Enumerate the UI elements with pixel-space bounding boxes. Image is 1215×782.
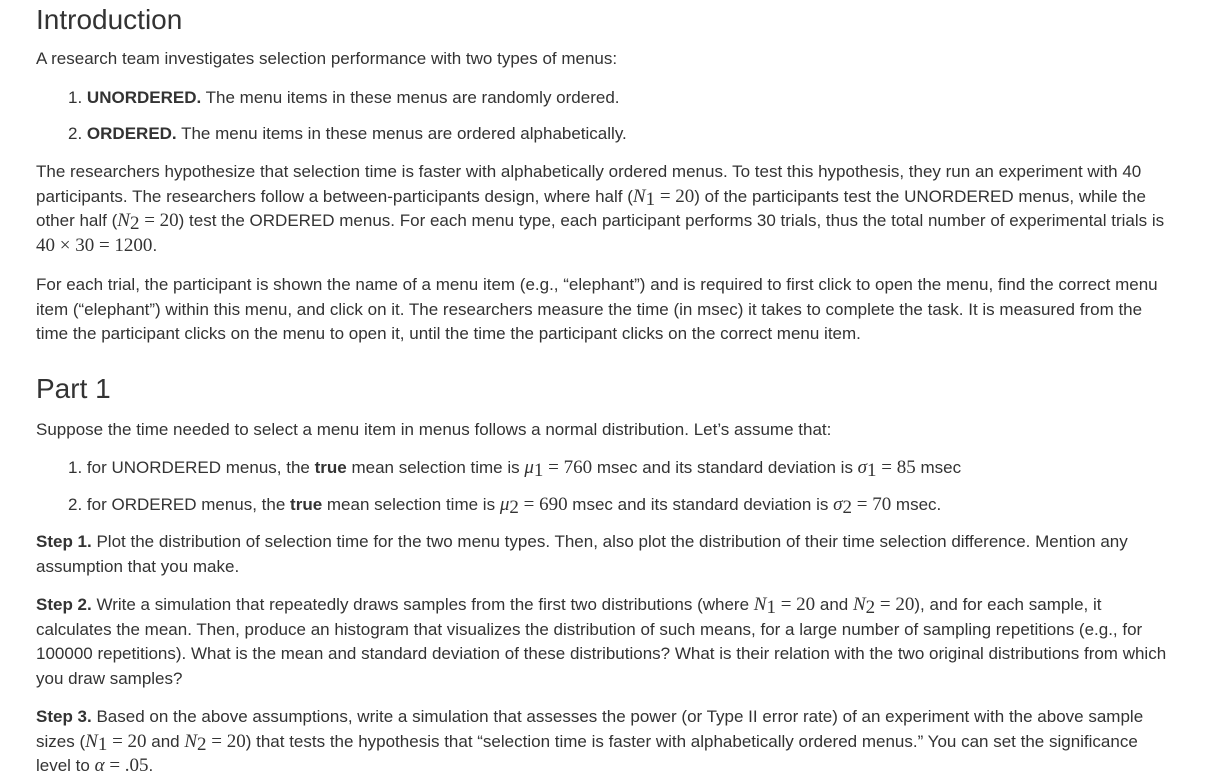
intro-paragraph-hypothesis: The researchers hypothesize that selection time is faster with alphabetically ordered menus. To test this hypothesis, they run an experiment with 40 participants. The researchers follow a between-participants design, where half $(N_1 = 20)$ of the participants test the UNORDERED menus, while the other half $(N_2 = 20)$ test the ORDERED menus. For each menu type, each participant performs 30 trials, thus the total number of experimental trials is 40 × 30 = 1200. <box>36 162 1165 256</box>
intro-lead: A research team investigates selection performance with two types of menus: <box>36 49 618 68</box>
section-heading-part1: Part 1 <box>36 373 111 404</box>
step-2: Step 2. Write a simulation that repeatedly draws samples from the first two distributions (where $N_1 = 20$ and $N_2 = 20$), and for each sample, it calculates the mean. Then, produce an histogram that visualizes the distribution of such means, for a large number of sampling repetitions (e.g., for 100000 repetitions). What is the mean and standard deviation of these distributions? What is their relation with the two original distributions from which you draw samples? <box>36 594 1167 688</box>
intro-paragraph-trial: For each trial, the participant is shown the name of a menu item (e.g., “elephant”) and is required to first click to open the menu, find the correct menu item (“elephant”) within this menu, and click on it. The researchers measure the time (in msec) it takes to complete the task. It is measured from the time the participant clicks on the menu to open it, until the time the participant clicks on the correct menu item. <box>36 275 1158 343</box>
list-item-unordered-params: 1. for UNORDERED menus, the true mean selection time is $\mu_1 = 760$ msec and its standard deviation is $\sigma_1 = 85$ msec <box>68 457 962 481</box>
list-item-ordered: 2. ORDERED. The menu items in these menus are ordered alphabetically. <box>68 124 627 143</box>
step-1: Step 1. Plot the distribution of selection time for the two menu types. Then, also plot the distribution of their time selection difference. Mention any assumption that you make. <box>36 532 1128 576</box>
list-item-ordered-params: 2. for ORDERED menus, the true mean selection time is $\mu_2 = 690$ msec and its standard deviation is $\sigma_2 = 70$ msec. <box>68 494 942 518</box>
list-item-unordered: 1. UNORDERED. The menu items in these menus are randomly ordered. <box>68 88 620 107</box>
step-3: Step 3. Based on the above assumptions, write a simulation that assesses the power (or Type II error rate) of an experiment with the above sample sizes ($N_1 = 20$ and $N_2 = 20$) that tests the hypothesis that “selection time is faster with alphabetically ordered menus.” You can set the significance level to α = .05. <box>36 707 1144 776</box>
part1-lead: Suppose the time needed to select a menu item in menus follows a normal distribution. Let’s assume that: <box>36 420 832 439</box>
section-heading-introduction: Introduction <box>36 4 183 35</box>
